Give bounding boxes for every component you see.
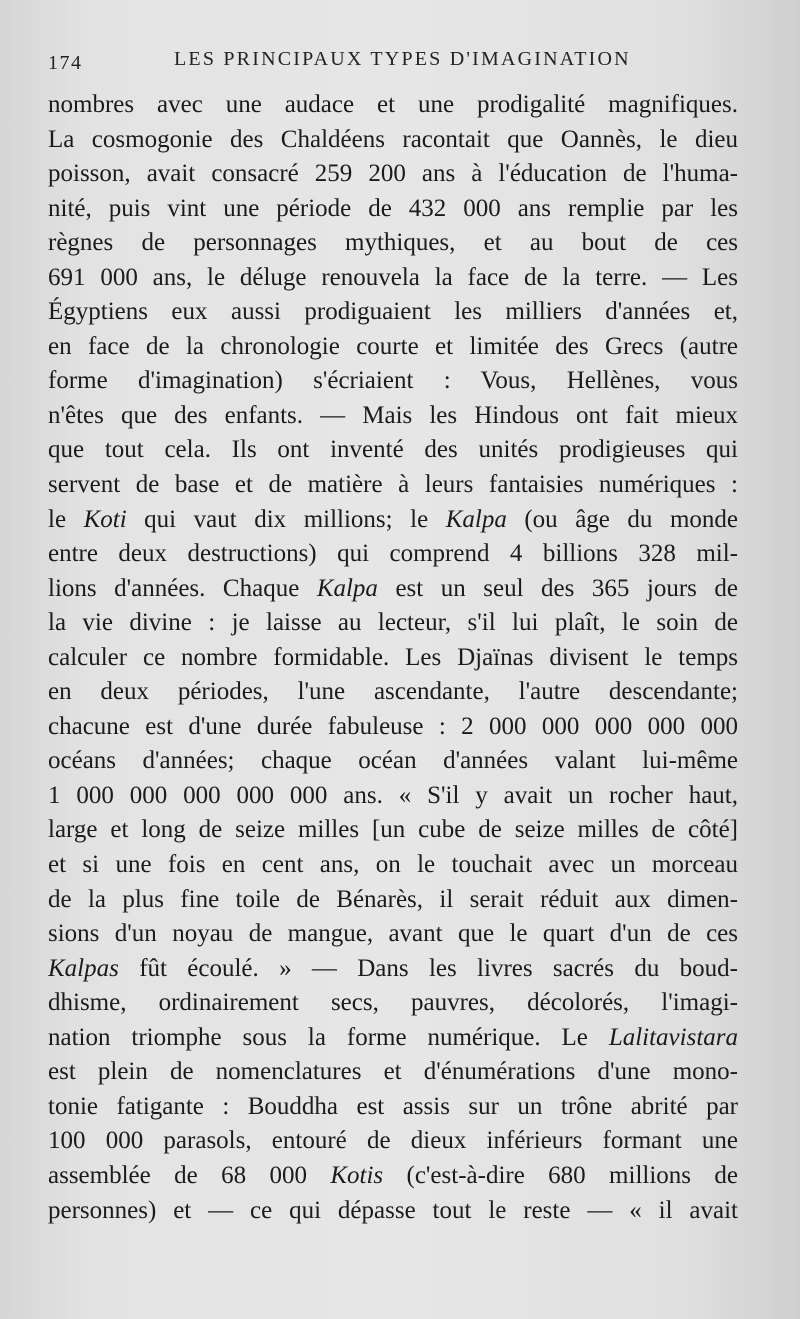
text-line bbox=[48, 157, 738, 192]
text-line bbox=[48, 295, 738, 330]
italic-term: Lalitavistara bbox=[608, 1023, 738, 1051]
text-line bbox=[48, 813, 738, 848]
text-line bbox=[48, 1090, 738, 1125]
text-segment: (ou âge du monde bbox=[506, 505, 738, 533]
text-line bbox=[48, 606, 738, 641]
text-line bbox=[48, 883, 738, 918]
text-line bbox=[48, 192, 738, 227]
italic-term: Koti bbox=[83, 505, 127, 533]
text-segment: nation triomphe sous la forme numérique. Le bbox=[48, 1023, 609, 1051]
text-line bbox=[48, 537, 738, 572]
text-segment: sions d'un noyau de mangue, avant que le quart d'un de ces bbox=[48, 920, 738, 948]
text-segment: lions d'années. Chaque bbox=[48, 574, 317, 602]
text-line bbox=[48, 710, 738, 745]
text-segment: en deux périodes, l'une ascendante, l'autre descendante; bbox=[48, 678, 738, 706]
text-segment: est plein de nomenclatures et d'énumérations d'une mono- bbox=[48, 1058, 738, 1086]
text-segment: large et long de seize milles [un cube de seize milles de côté] bbox=[48, 816, 738, 844]
text-segment: 100 000 parasols, entouré de dieux inférieurs formant une bbox=[48, 1127, 738, 1155]
text-segment: 691 000 ans, le déluge renouvela la face de la terre. — Les bbox=[48, 263, 738, 291]
text-line bbox=[48, 468, 738, 503]
text-segment: en face de la chronologie courte et limitée des Grecs (autre bbox=[48, 332, 738, 360]
text-line bbox=[48, 261, 738, 296]
text-segment: dhisme, ordinairement secs, pauvres, décolorés, l'imagi- bbox=[48, 989, 738, 1017]
text-segment: poisson, avait consacré 259 200 ans à l'éducation de l'huma- bbox=[48, 160, 738, 188]
text-segment: entre deux destructions) qui comprend 4 billions 328 mil- bbox=[48, 540, 738, 568]
text-line bbox=[48, 503, 738, 538]
text-line bbox=[48, 1124, 738, 1159]
text-line bbox=[48, 779, 738, 814]
text-segment: assemblée de 68 000 bbox=[48, 1161, 331, 1189]
text-line bbox=[48, 1021, 738, 1056]
text-line bbox=[48, 1194, 738, 1229]
page-header bbox=[48, 48, 738, 78]
italic-term: Kalpa bbox=[445, 505, 507, 533]
text-segment: océans d'années; chaque océan d'années valant lui-même bbox=[48, 747, 738, 775]
page-number: 174 bbox=[48, 52, 83, 74]
text-segment: que tout cela. Ils ont inventé des unités prodigieuses qui bbox=[48, 436, 738, 464]
text-line bbox=[48, 330, 738, 365]
italic-term: Kalpa bbox=[316, 574, 378, 602]
text-line bbox=[48, 88, 738, 123]
text-line bbox=[48, 1055, 738, 1090]
text-segment: personnes) et — ce qui dépasse tout le reste — « il avait bbox=[48, 1196, 738, 1224]
text-segment: servent de base et de matière à leurs fantaisies numériques : bbox=[48, 471, 738, 499]
text-segment: chacune est d'une durée fabuleuse : 2 000 000 000 000 000 bbox=[48, 712, 738, 740]
running-title: LES PRINCIPAUX TYPES D'IMAGINATION bbox=[174, 48, 631, 70]
text-line bbox=[48, 399, 738, 434]
text-line bbox=[48, 744, 738, 779]
text-segment: La cosmogonie des Chaldéens racontait que Oannès, le dieu bbox=[48, 125, 738, 153]
text-line bbox=[48, 226, 738, 261]
text-segment: nité, puis vint une période de 432 000 ans remplie par les bbox=[48, 194, 738, 222]
text-segment: la vie divine : je laisse au lecteur, s'il lui plaît, le soin de bbox=[48, 609, 738, 637]
text-segment: qui vaut dix millions; le bbox=[126, 505, 446, 533]
text-line bbox=[48, 986, 738, 1021]
text-segment: calculer ce nombre formidable. Les Djaïnas divisent le temps bbox=[48, 643, 738, 671]
text-segment: est un seul des 365 jours de bbox=[377, 574, 738, 602]
text-line bbox=[48, 364, 738, 399]
text-line bbox=[48, 675, 738, 710]
text-segment: le bbox=[48, 505, 84, 533]
text-segment: règnes de personnages mythiques, et au bout de ces bbox=[48, 229, 738, 257]
text-segment: et si une fois en cent ans, on le touchait avec un morceau bbox=[48, 851, 738, 879]
body-text bbox=[48, 88, 738, 1228]
text-segment: fût écoulé. » — Dans les livres sacrés du boud- bbox=[118, 954, 738, 982]
text-line bbox=[48, 572, 738, 607]
text-line bbox=[48, 433, 738, 468]
italic-term: Kalpas bbox=[48, 954, 119, 982]
text-line bbox=[48, 641, 738, 676]
text-segment: de la plus fine toile de Bénarès, il serait réduit aux dimen- bbox=[48, 885, 738, 913]
text-segment: Égyptiens eux aussi prodiguaient les milliers d'années et, bbox=[48, 298, 738, 326]
text-line bbox=[48, 917, 738, 952]
text-line bbox=[48, 848, 738, 883]
text-segment: 1 000 000 000 000 000 ans. « S'il y avait un rocher haut, bbox=[48, 781, 738, 809]
text-segment: n'êtes que des enfants. — Mais les Hindous ont fait mieux bbox=[48, 401, 738, 429]
italic-term: Kotis bbox=[330, 1161, 384, 1189]
text-line bbox=[48, 1159, 738, 1194]
text-line bbox=[48, 123, 738, 158]
text-segment: forme d'imagination) s'écriaient : Vous, Hellènes, vous bbox=[48, 367, 738, 395]
text-line bbox=[48, 952, 738, 987]
text-segment: nombres avec une audace et une prodigalité magnifiques. bbox=[48, 91, 738, 118]
text-segment: (c'est-à-dire 680 millions de bbox=[383, 1161, 738, 1189]
text-segment: tonie fatigante : Bouddha est assis sur un trône abrité par bbox=[48, 1092, 738, 1120]
